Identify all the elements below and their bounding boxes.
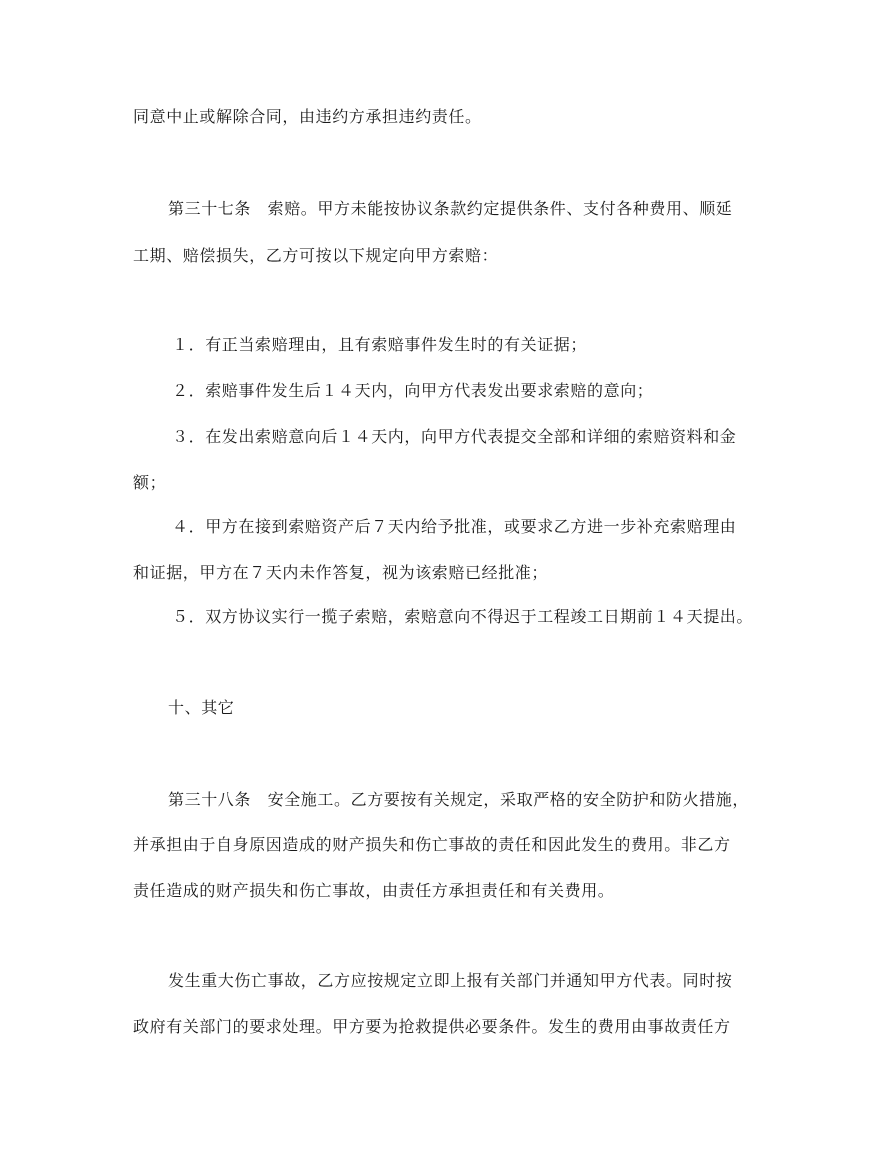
text-line: 第三十七条 索赔。甲方未能按协议条款约定提供条件、支付各种费用、顺延 <box>168 199 733 218</box>
text-line: 责任造成的财产损失和伤亡事故，由责任方承担责任和有关费用。 <box>133 881 615 900</box>
text-line: 并承担由于自身原因造成的财产损失和伤亡事故的责任和因此发生的费用。非乙方 <box>133 835 731 854</box>
text-line: 工期、赔偿损失，乙方可按以下规定向甲方索赔： <box>133 246 499 265</box>
text-line: 发生重大伤亡事故，乙方应按规定立即上报有关部门并通知甲方代表。同时按 <box>168 971 733 990</box>
text-line: ２．索赔事件发生后１４天内，向甲方代表发出要求索赔的意向； <box>172 381 654 400</box>
text-line: ４．甲方在接到索赔资产后７天内给予批准，或要求乙方进一步补充索赔理由 <box>172 517 737 536</box>
text-line: 额； <box>133 473 167 492</box>
text-line: １．有正当索赔理由，且有索赔事件发生时的有关证据； <box>172 335 588 354</box>
section-heading: 十、其它 <box>168 698 235 717</box>
text-line: 政府有关部门的要求处理。甲方要为抢救提供必要条件。发生的费用由事故责任方 <box>133 1017 731 1036</box>
text-line: ３．在发出索赔意向后１４天内，向甲方代表提交全部和详细的索赔资料和金 <box>172 427 737 446</box>
text-line: 同意中止或解除合同，由违约方承担违约责任。 <box>133 107 482 126</box>
text-line: 第三十八条 安全施工。乙方要按有关规定，采取严格的安全防护和防火措施， <box>168 790 750 809</box>
text-line: 和证据，甲方在７天内未作答复，视为该索赔已经批准； <box>133 563 549 582</box>
text-line: ５．双方协议实行一揽子索赔，索赔意向不得迟于工程竣工日期前１４天提出。 <box>172 607 754 626</box>
